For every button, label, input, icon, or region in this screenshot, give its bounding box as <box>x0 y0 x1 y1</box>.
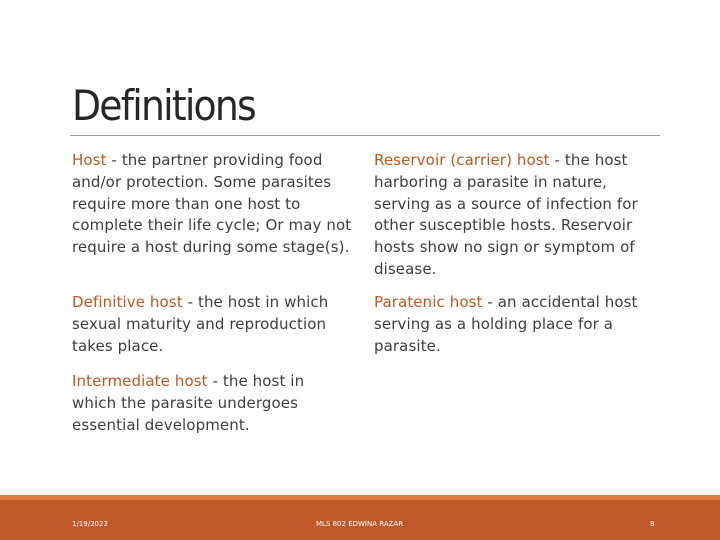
definition-separator: - <box>182 293 198 311</box>
definition-intermediate-host <box>72 371 332 436</box>
footer-page-number: 8 <box>650 520 655 528</box>
definition-term: Reservoir (carrier) host <box>374 151 550 169</box>
definition-definitive-host <box>72 292 357 357</box>
title-divider <box>70 135 660 136</box>
definition-term: Definitive host <box>72 293 183 311</box>
definition-text: an accidental host serving as a holding place for a parasite. <box>374 293 638 355</box>
definition-separator: - <box>482 293 498 311</box>
definition-term: Intermediate host <box>72 372 208 390</box>
definition-text: the host in which the parasite undergoes essential development. <box>72 372 305 434</box>
definition-separator: - <box>207 372 223 390</box>
footer-date: 1/19/2022 <box>72 520 108 528</box>
definition-text: the host harboring a parasite in nature, serving as a source of infection for other susceptible hosts. Reservoir hosts show no sign or symptom of disease. <box>374 151 638 278</box>
slide-title: Definitions <box>72 81 255 130</box>
definition-term: Host <box>72 151 107 169</box>
footer-bar <box>0 495 720 540</box>
definition-reservoir-host <box>374 150 658 281</box>
definition-paratenic-host <box>374 292 666 357</box>
definition-term: Paratenic host <box>374 293 483 311</box>
definition-text: the partner providing food and/or protection. Some parasites require more than one host to complete their life cycle; Or may not require a host during some stage(s). <box>72 151 352 257</box>
definition-separator: - <box>106 151 122 169</box>
definition-separator: - <box>549 151 565 169</box>
footer-course: MLS 802 EDWINA RAZAR <box>316 520 404 528</box>
definition-host <box>72 150 357 259</box>
footer-accent-stripe <box>0 495 720 500</box>
definition-text: the host in which sexual maturity and reproduction takes place. <box>72 293 329 355</box>
